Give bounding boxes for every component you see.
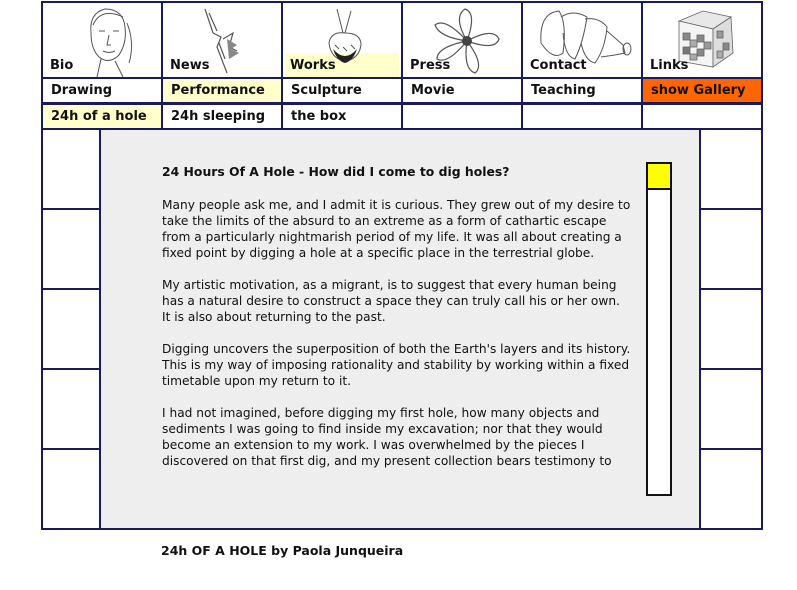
subnav-label: Teaching [531,83,596,98]
nav-label: Contact [530,58,587,73]
nav-label: Bio [50,58,74,73]
subnav-label: 24h of a hole [51,109,147,124]
article-paragraph: Many people ask me, and I admit it is curious. They grew out of my desire to take the limits of the absurd to an extreme as a form of cathartic escape from a particularly nightmarish period of my life. It was all about creating a fixed point by digging a hole at a specific place in the terrestrial globe. [162,198,631,260]
subnav-movie[interactable] [401,77,523,104]
article-paragraph: I had not imagined, before digging my first hole, how many objects and sediments I was going to find inside my excavation; nor that they would become an extension to my work. I was overwhelmed by the pieces I discovered on that first dig, and my present collection bears testimony to [162,406,612,468]
nav-item-contact[interactable] [521,1,643,79]
side-cell-left [41,208,101,290]
side-cell-right [699,288,763,370]
subnav-teaching[interactable] [521,77,643,104]
scrollbar[interactable] [646,162,672,496]
article-text [162,164,632,486]
subnav-empty [401,103,523,130]
subnav-label: Drawing [51,83,113,98]
side-cell-right [699,448,763,530]
side-cell-left [41,128,101,210]
subnav-label: 24h sleeping [171,109,266,124]
subnav-empty [521,103,643,130]
subnav-performance[interactable] [161,77,283,104]
subnav-24h-sleeping[interactable] [161,103,283,130]
subnav-sculpture[interactable] [281,77,403,104]
subnav-empty [641,103,763,130]
content-panel [99,128,701,530]
nav-item-press[interactable] [401,1,523,79]
nav-label: Links [650,58,689,73]
subnav-24h-of-a-hole[interactable] [41,103,163,130]
subnav-label: Performance [171,83,265,98]
nav-label: Works [290,58,336,73]
subnav-label: show Gallery [651,83,746,98]
nav-item-works[interactable] [281,1,403,79]
subnav-label: the box [291,109,347,124]
side-cell-right [699,368,763,450]
nav-label: Press [410,58,451,73]
subnav-label: Movie [411,83,455,98]
article-title: 24 Hours Of A Hole - How did I come to dig holes? [162,164,510,179]
show-gallery-button[interactable] [641,77,763,104]
nav-item-news[interactable] [161,1,283,79]
article-paragraph: Digging uncovers the superposition of both the Earth's layers and its history. This is my way of imposing rationality and stability by working within a fixed timetable upon my return to it. [162,342,631,388]
nav-label: News [170,58,210,73]
subnav-drawing[interactable] [41,77,163,104]
side-cell-left [41,448,101,530]
article-paragraph: My artistic motivation, as a migrant, is to suggest that every human being has a natural desire to construct a space they can truly call his or her own. It is also about returning to the past. [162,278,620,324]
side-cell-left [41,368,101,450]
scroll-thumb[interactable] [648,164,670,190]
nav-item-bio[interactable] [41,1,163,79]
subnav-label: Sculpture [291,83,362,98]
subnav-the-box[interactable] [281,103,403,130]
footer-caption: 24h OF A HOLE by Paola Junqueira [161,543,404,558]
side-cell-right [699,208,763,290]
side-cell-right [699,128,763,210]
nav-item-links[interactable] [641,1,763,79]
side-cell-left [41,288,101,370]
